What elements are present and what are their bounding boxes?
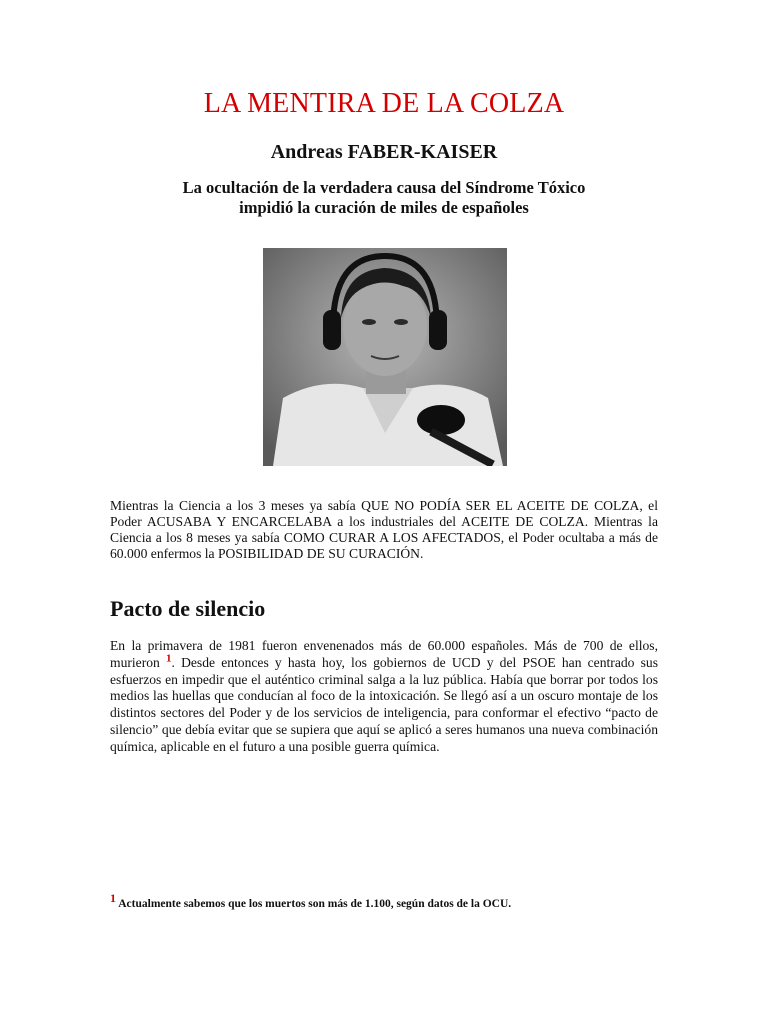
author-photo: [263, 248, 507, 466]
intro-paragraph: Mientras la Ciencia a los 3 meses ya sabía QUE NO PODÍA SER EL ACEITE DE COLZA, el Poder ACUSABA Y ENCARCELABA a los industriales del ACEITE DE COLZA. Mientras la Ciencia a los 8 meses ya sabía COMO CURAR A LOS AFECTADOS, el Poder ocultaba a más de 60.000 enfermos la POSIBILIDAD DE SU CURACIÓN.: [110, 498, 658, 561]
subtitle-line-1: La ocultación de la verdadera causa del Síndrome Tóxico: [182, 178, 586, 197]
document-title: LA MENTIRA DE LA COLZA: [203, 88, 565, 119]
document-subtitle: [100, 178, 668, 218]
author-photo-illustration: [263, 248, 507, 466]
footnote-text: Actualmente sabemos que los muertos son más de 1.100, según datos de la OCU.: [116, 898, 512, 910]
author-name: Andreas FABER-KAISER: [270, 141, 498, 163]
footnote-reference[interactable]: 1: [166, 652, 172, 665]
body-paragraph: [110, 638, 658, 756]
footnote-marker: 1: [110, 891, 116, 906]
body-text-part-2: . Desde entonces y hasta hoy, los gobiernos de UCD y del PSOE han centrado sus esfuerzos en impedir que el auténtico criminal salga a la luz pública. Había que borrar por todos los medios las huellas que conducían al foco de la intoxicación. Se llegó así a un oscuro montaje de los distintos sectores del Poder y de los servicios de inteligencia, para conformar el efectivo “pacto de silencio” que debía evitar que se supiera que aquí se aplicó a seres humanos una nueva combinación química, aplicable en el futuro a una posible guerra química.: [110, 654, 658, 754]
subtitle-line-2: impidió la curación de miles de españoles: [239, 198, 529, 217]
body-text-part-1: En la primavera de 1981 fueron envenenados más de 60.000 españoles. Más de 700 de ellos, murieron: [110, 638, 658, 670]
footnote: [110, 891, 658, 912]
section-heading: Pacto de silencio: [110, 596, 266, 621]
